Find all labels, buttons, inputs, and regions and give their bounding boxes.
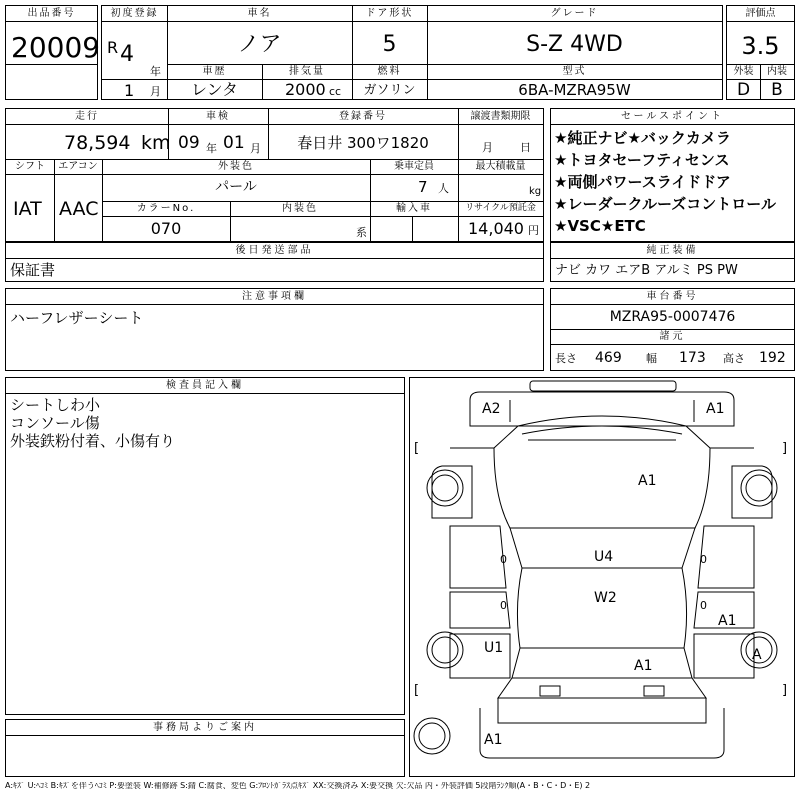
sales-point: ★レーダークルーズコントロール <box>554 195 776 213</box>
factory-equip-value: ナビ カワ エアB アルミ PS PW <box>555 263 738 278</box>
width-label: 幅 <box>646 352 657 365</box>
chassis-value: MZRA95-0007476 <box>609 309 736 325</box>
height-label: 高さ <box>723 352 745 365</box>
width-value: 173 <box>679 350 706 366</box>
doc-month: 月 <box>482 141 493 154</box>
damage-zero: 0 <box>500 599 507 612</box>
damage-roof: U4 <box>594 549 614 565</box>
damage-hood: A1 <box>638 473 657 489</box>
yen-unit: 円 <box>528 224 539 237</box>
bracket-right: ] <box>782 441 788 456</box>
exterior-grade: D <box>736 80 751 100</box>
door-count: 5 <box>382 32 397 57</box>
detail-box <box>5 108 544 242</box>
color-no-header: カラーNo. <box>136 203 196 214</box>
later-parts-header: 後日発送部品 <box>235 245 314 256</box>
ext-color-header: 外装色 <box>218 161 254 172</box>
recycle-value: 14,040 <box>468 219 524 238</box>
damage-zero: 0 <box>700 599 707 612</box>
first-reg-year: 4 <box>120 42 134 67</box>
sales-points-box <box>550 108 795 242</box>
insp-year-unit: 年 <box>206 142 217 155</box>
history-value: レンタ <box>191 80 238 99</box>
vehicle-info-box <box>101 5 723 100</box>
lot-number: 20009 <box>11 31 101 64</box>
score-header: 評価点 <box>745 8 776 19</box>
mileage-header: 走行 <box>75 111 99 122</box>
damage-rear-right: A <box>752 647 762 663</box>
damage-legend: A:ｷｽﾞ U:ﾍｺﾐ B:ｷｽﾞを伴うﾍｺﾐ P:要塗装 W:補修跡 S:錆 C:腐食、変色 G:ﾌﾛﾝﾄｶﾞﾗｽ点ｷｽﾞ XX:交換済み X:要交換 欠:欠品 内・外装評価 5段階ﾗﾝｸ順(A・B・C・D・E) 2 <box>5 782 591 790</box>
height-value: 192 <box>759 350 786 366</box>
car-name-header: 車名 <box>247 8 272 19</box>
damage-diagram <box>409 377 795 777</box>
reg-no-value: 春日井 300ワ1820 <box>297 134 429 152</box>
displacement-header: 排気量 <box>289 66 325 77</box>
inspector-note: コンソール傷 <box>10 414 100 432</box>
doc-deadline-header: 譲渡書類期限 <box>470 111 531 122</box>
exterior-header: 外装 <box>733 66 754 77</box>
notes-box <box>5 288 544 371</box>
damage-rear-right-door: A1 <box>718 613 737 629</box>
lot-number-header: 出品番号 <box>27 8 76 19</box>
bracket-right: ] <box>782 683 788 698</box>
max-load-header: 最大積載量 <box>475 161 526 172</box>
load-unit: kg <box>529 186 542 197</box>
cc-unit: cc <box>329 85 342 98</box>
chassis-header: 車台番号 <box>646 291 699 302</box>
sales-point: ★トヨタセーフティセンス <box>554 151 730 169</box>
interior-grade: B <box>771 80 783 100</box>
grade-header: グレード <box>550 8 599 19</box>
capacity-value: 7 <box>418 178 428 196</box>
lot-number-box <box>5 5 101 100</box>
insp-year: 09 <box>178 133 200 153</box>
office-header: 事務局よりご案内 <box>153 722 257 733</box>
inspector-note: 外装鉄粉付着、小傷有り <box>10 432 176 450</box>
reg-no-header: 登録番号 <box>339 111 387 122</box>
shift-header: シフト <box>15 161 45 172</box>
later-parts-value: 保証書 <box>10 261 56 279</box>
later-parts-box <box>5 242 544 282</box>
sales-point: ★両側パワースライドドア <box>554 173 731 191</box>
shift-value: IAT <box>13 198 42 220</box>
history-header: 車歴 <box>202 66 227 77</box>
inspector-note: シートしわ小 <box>10 396 101 414</box>
length-value: 469 <box>595 350 622 366</box>
aircon-value: AAC <box>59 198 99 220</box>
notes-header: 注意事項欄 <box>242 291 307 302</box>
first-reg-month: 1 <box>124 81 135 100</box>
length-label: 長さ <box>555 352 577 365</box>
car-name: ノア <box>237 32 282 57</box>
damage-rear-center: A1 <box>634 658 653 674</box>
inspection-header: 車検 <box>206 111 230 122</box>
capacity-unit: 人 <box>438 182 449 195</box>
capacity-header: 乗車定員 <box>394 161 434 172</box>
sales-point: ★VSC★ETC <box>554 217 646 235</box>
mileage-value: 78,594 <box>64 132 131 154</box>
bracket-left: [ <box>414 683 420 698</box>
notes-value: ハーフレザーシート <box>10 309 144 327</box>
door-header: ドア形状 <box>365 8 414 19</box>
damage-rear-left: U1 <box>484 640 504 656</box>
fuel-header: 燃料 <box>377 66 402 77</box>
damage-roof2: W2 <box>594 590 617 606</box>
int-color-unit: 系 <box>356 226 367 239</box>
recycle-header: リサイクル預託金 <box>465 203 536 213</box>
inspector-box <box>5 377 405 715</box>
fuel-value: ガソリン <box>363 83 416 98</box>
first-reg-header: 初度登録 <box>110 8 159 19</box>
damage-rear-bumper: A1 <box>484 732 503 748</box>
bracket-left: [ <box>414 441 420 456</box>
dimensions-header: 諸元 <box>659 331 686 342</box>
grade-value: S-Z 4WD <box>526 32 623 57</box>
month-unit: 月 <box>150 85 161 98</box>
insp-month-unit: 月 <box>250 142 261 155</box>
color-value: パール <box>215 179 257 195</box>
damage-front-right: A1 <box>706 401 725 417</box>
year-unit: 年 <box>150 65 161 78</box>
model-value: 6BA-MZRA95W <box>518 81 631 99</box>
color-no-value: 070 <box>150 219 182 238</box>
import-header: 輸入車 <box>396 203 432 214</box>
car-outline-diagram <box>410 378 794 776</box>
sales-points-header: セールスポイント <box>620 111 725 122</box>
damage-zero: 0 <box>500 553 507 566</box>
int-color-header: 内装色 <box>282 203 318 214</box>
factory-equip-header: 純正装備 <box>646 245 699 256</box>
inspector-header: 検査員記入欄 <box>166 380 244 391</box>
model-header: 型式 <box>562 66 587 77</box>
km-unit: km <box>141 132 171 154</box>
interior-header: 内装 <box>767 66 787 77</box>
damage-front-left: A2 <box>482 401 501 417</box>
score-value: 3.5 <box>741 32 780 60</box>
insp-month: 01 <box>223 133 245 153</box>
damage-zero: 0 <box>700 553 707 566</box>
doc-day: 日 <box>520 141 531 154</box>
office-box <box>5 719 405 777</box>
sales-point: ★純正ナビ★バックカメラ <box>554 129 731 147</box>
era-label: R <box>107 38 119 57</box>
factory-equip-box <box>550 242 795 282</box>
score-box <box>726 5 795 100</box>
aircon-header: エアコン <box>58 161 98 172</box>
displacement-value: 2000 <box>285 80 326 99</box>
chassis-box <box>550 288 795 371</box>
